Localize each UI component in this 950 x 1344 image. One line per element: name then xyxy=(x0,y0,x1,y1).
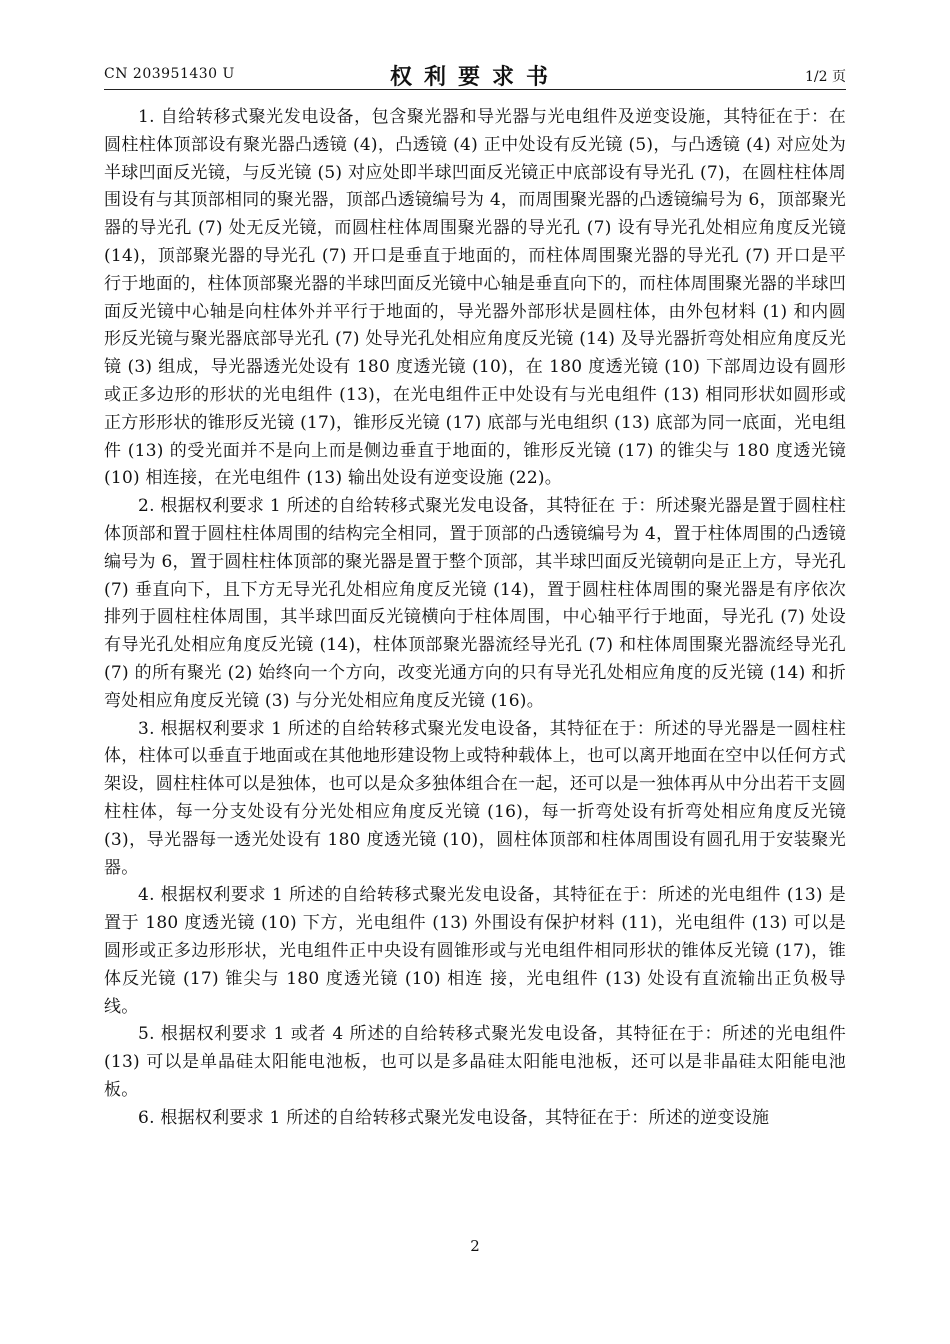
page-indicator: 1/2 页 xyxy=(805,69,846,85)
header-rule xyxy=(104,89,846,90)
page-title: 权利要求书 xyxy=(389,64,560,90)
claim-5: 5. 根据权利要求 1 或者 4 所述的自给转移式聚光发电设备，其特征在于：所述的光电组件 (13) 可以是单晶硅太阳能电池板，也可以是多晶硅太阳能电池板，还可以是非晶硅太阳能电池板。 xyxy=(104,1024,846,1100)
page-number: 2 xyxy=(470,1237,480,1255)
page-header xyxy=(104,60,846,90)
document-id: CN 203951430 U xyxy=(104,66,235,82)
claim-3: 3. 根据权利要求 1 所述的自给转移式聚光发电设备，其特征在于：所述的导光器是一圆柱柱体，柱体可以垂直于地面或在其他地形建设物上或特种载体上，也可以离开地面在空中以任何方式架设，圆柱柱体可以是独体，也可以是众多独体组合在一起，还可以是一独体再从中分出若干支圆柱柱体，每一分支处设有分光处相应角度反光镜 (16)，每一折弯处设有折弯处相应角度反光镜 (3)，导光器每一透光处设有 180 度透光镜 (10)，圆柱体顶部和柱体周围设有圆孔用于安装聚光器。 xyxy=(104,718,846,878)
claims-body xyxy=(104,104,846,1132)
claim-1: 1. 自给转移式聚光发电设备，包含聚光器和导光器与光电组件及逆变设施，其特征在于：在圆柱柱体顶部设有聚光器凸透镜 (4)，凸透镜 (4) 正中处设有反光镜 (5)，与凸透镜 (4) 对应处为半球凹面反光镜，与反光镜 (5) 对应处即半球凹面反光镜正中底部设有导光孔 (7)，在圆柱柱体周围设有与其顶部相同的聚光器，顶部凸透镜编号为 4，而周围聚光器的凸透镜编号为 6，顶部聚光器的导光孔 (7) 处无反光镜，而圆柱柱体周围聚光器的导光孔 (7) 设有导光孔处相应角度反光镜 (14)，顶部聚光器的导光孔 (7) 开口是垂直于地面的，而柱体周围聚光器的导光孔 (7) 开口是平行于地面的，柱体顶部聚光器的半球凹面反光镜中心轴是垂直向下的，而柱体周围聚光器的半球凹面反光镜中心轴是向柱体外并平行于地面的，导光器外部形状是圆柱体，由外包材料 (1) 和内圆形反光镜与聚光器底部导光孔 (7) 处导光孔处相应角度反光镜 (14) 及导光器折弯处相应角度反光镜 (3) 组成，导光器透光处设有 180 度透光镜 (10)，在 180 度透光镜 (10) 下部周边设有圆形或正多边形的形状的光电组件 (13)，在光电组件正中处设有与光电组件 (13) 相同形状如圆形或正方形形状的锥形反光镜 (17)，锥形反光镜 (17) 底部与光电组织 (13) 底部为同一底面，光电组件 (13) 的受光面并不是向上而是侧边垂直于地面的，锥形反光镜 (17) 的锥尖与 180 度透光镜 (10) 相连接，在光电组件 (13) 输出处设有逆变设施 (22)。 xyxy=(104,107,846,489)
claim-2: 2. 根据权利要求 1 所述的自给转移式聚光发电设备，其特征在 于：所述聚光器是置于圆柱柱体顶部和置于圆柱柱体周围的结构完全相同，置于顶部的凸透镜编号为 4，置于柱体周围的凸透镜编号为 6，置于圆柱柱体顶部的聚光器是置于整个顶部，其半球凹面反光镜朝向是正上方，导光孔 (7) 垂直向下，且下方无导光孔处相应角度反光镜 (14)，置于圆柱柱体周围的聚光器是有序依次排列于圆柱柱体周围，其半球凹面反光镜横向于柱体周围，中心轴平行于地面，导光孔 (7) 处设有导光孔处相应角度反光镜 (14)，柱体顶部聚光器流经导光孔 (7) 和柱体周围聚光器流经导光孔 (7) 的所有聚光 (2) 始终向一个方向，改变光通方向的只有导光孔处相应角度的反光镜 (14) 和折弯处相应角度反光镜 (3) 与分光处相应角度反光镜 (16)。 xyxy=(104,496,846,711)
claim-6: 6. 根据权利要求 1 所述的自给转移式聚光发电设备，其特征在于：所述的逆变设施 xyxy=(138,1107,770,1128)
claim-4: 4. 根据权利要求 1 所述的自给转移式聚光发电设备，其特征在于：所述的光电组件 (13) 是置于 180 度透光镜 (10) 下方，光电组件 (13) 外围设有保护材料 (11)，光电组件 (13) 可以是圆形或正多边形形状，光电组件正中央设有圆锥形或与光电组件相同形状的锥体反光镜 (17)，锥体反光镜 (17) 锥尖与 180 度透光镜 (10) 相连 接，光电组件 (13) 处设有直流输出正负极导线。 xyxy=(104,885,846,1017)
